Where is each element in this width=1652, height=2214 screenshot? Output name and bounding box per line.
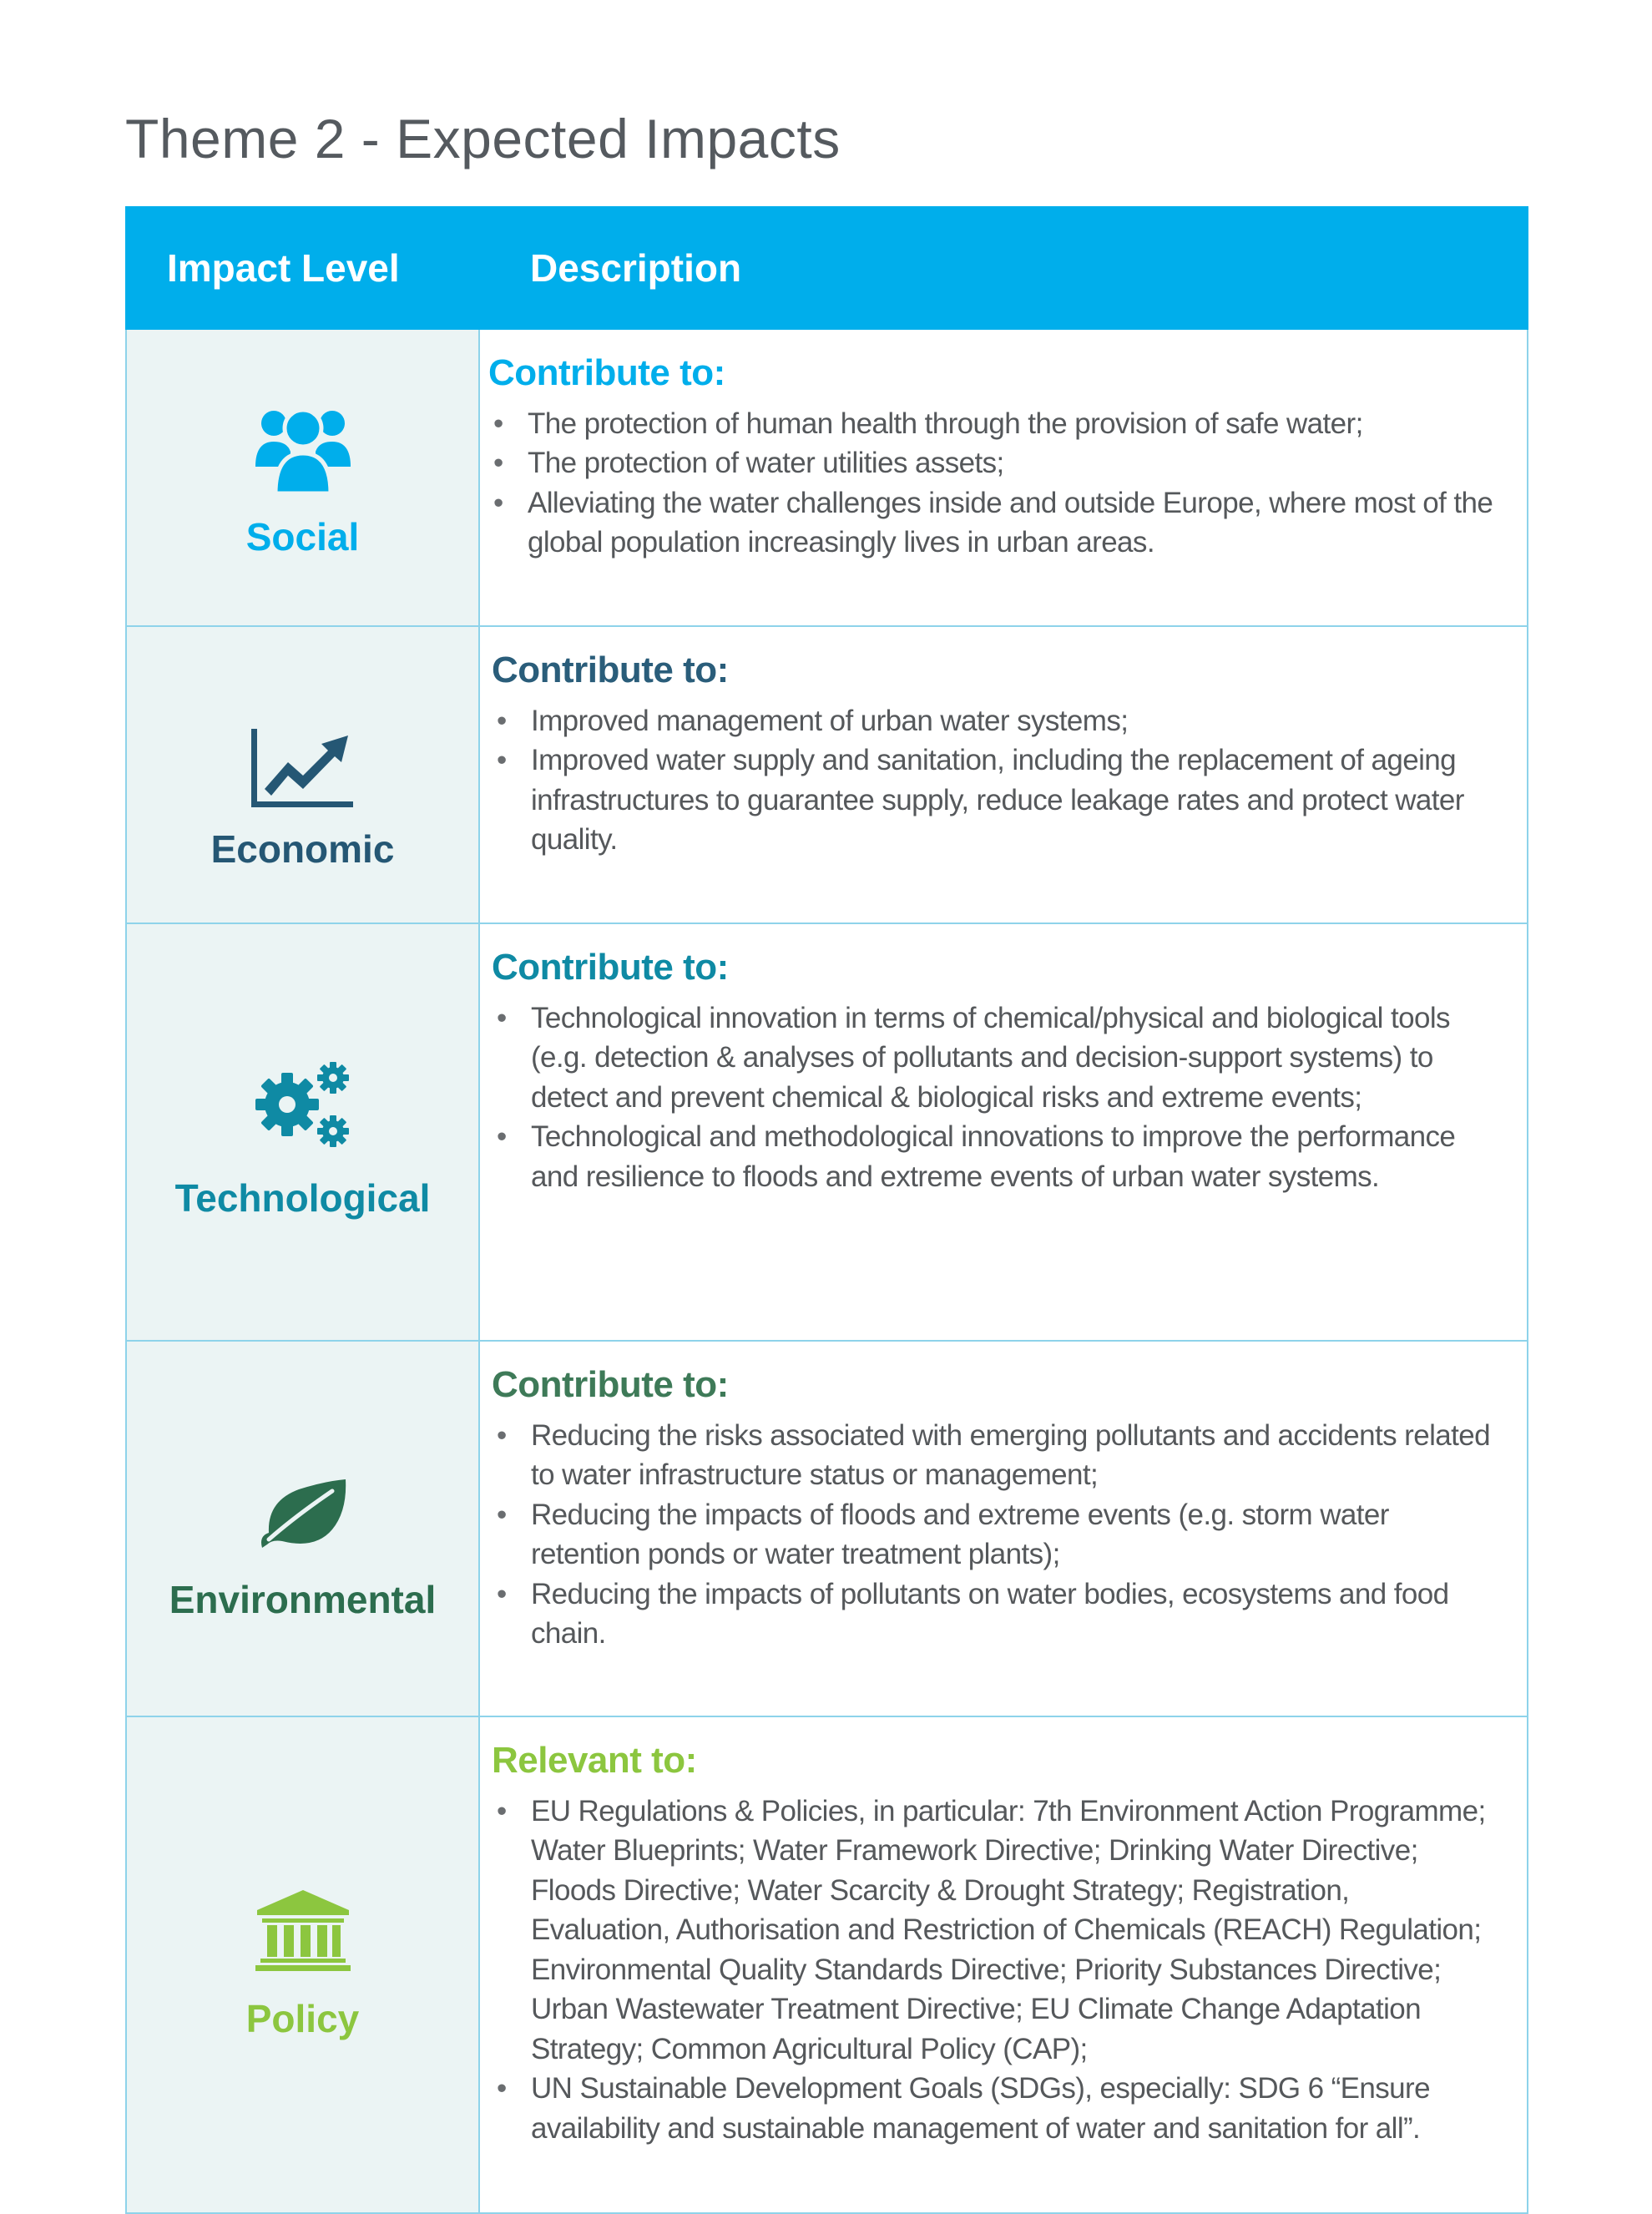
description-cell-social [479, 329, 1528, 626]
description-cell-environmental [479, 1341, 1528, 1716]
list-item: • Alleviating the water challenges inside and outside Europe, where most of the global population increasingly lives in urban areas. [488, 483, 1493, 563]
list-item: • Improved water supply and sanitation, including the replacement of ageing infrastructures to guarantee supply, reduce leakage rates and protect water quality. [492, 741, 1493, 860]
list-item: • EU Regulations & Policies, in particular: 7th Environment Action Programme; Water Blueprints; Water Framework Directive; Drinking Water Directive; Floods Directive; Water Scarcity & Drought Strategy; Registration, Evaluation, Authorisation and Restriction of Chemicals (REACH) Regulation; Environmental Quality Standards Directive; Priority Substances Directive; Urban Wastewater Treatment Directive; EU Climate Change Adaptation Strategy; Common Agricultural Policy (CAP); [492, 1792, 1493, 2070]
table-row-environmental [126, 1341, 1528, 1716]
list-item: • Reducing the impacts of pollutants on water bodies, ecosystems and food chain. [492, 1575, 1493, 1654]
impact-level-header: Impact Level [126, 207, 479, 329]
impact-list [492, 1416, 1493, 1654]
impact-list [492, 1792, 1493, 2149]
description-header: Description [479, 207, 1528, 329]
impact-list [492, 998, 1493, 1197]
description-cell-economic [479, 626, 1528, 923]
impact-list [488, 404, 1493, 563]
description-cell-technological [479, 923, 1528, 1341]
level-label-policy: Policy [245, 1996, 360, 2040]
list-item: • UN Sustainable Development Goals (SDGs), especially: SDG 6 “Ensure availability and sustainable management of water and sanitation for all”. [492, 2069, 1493, 2148]
table-row-economic [126, 626, 1528, 923]
page-title: Theme 2 - Expected Impacts [125, 108, 841, 169]
contribute-heading: Contribute to: [492, 947, 729, 988]
list-item: • The protection of water utilities assets; [488, 443, 1493, 483]
level-cell-technological [126, 923, 479, 1341]
contribute-heading: Contribute to: [488, 352, 725, 393]
list-item: • Technological and methodological innovations to improve the performance and resilience to floods and extreme events of urban water systems. [492, 1117, 1493, 1196]
level-label-environmental: Environmental [169, 1578, 437, 1622]
level-cell-environmental [126, 1341, 479, 1716]
list-item: • Technological innovation in terms of chemical/physical and biological tools (e.g. detection & analyses of pollutants and decision-support systems) to detect and prevent chemical & biological risks and extreme events; [492, 998, 1493, 1118]
table-header-row [126, 207, 1528, 329]
contribute-heading: Contribute to: [492, 1364, 729, 1405]
leaf-icon [257, 1478, 349, 1554]
description-cell-policy [479, 1716, 1528, 2213]
list-item: • Reducing the risks associated with emerging pollutants and accidents related to water infrastructure status or management; [492, 1416, 1493, 1495]
level-label-social: Social [245, 515, 360, 559]
impact-list [492, 701, 1493, 860]
impact-table [125, 206, 1528, 2214]
relevant-heading: Relevant to: [492, 1740, 697, 1781]
level-cell-economic [126, 626, 479, 923]
table-row-policy [126, 1716, 1528, 2213]
level-cell-policy [126, 1716, 479, 2213]
people-group-icon [254, 405, 352, 501]
list-item: • Improved management of urban water systems; [492, 701, 1493, 741]
gears-icon [254, 1061, 352, 1152]
level-cell-social [126, 329, 479, 626]
trend-chart-icon [251, 729, 355, 813]
list-item: • The protection of human health through the provision of safe water; [488, 404, 1493, 444]
list-item: • Reducing the impacts of floods and extreme events (e.g. storm water retention ponds or water treatment plants); [492, 1495, 1493, 1575]
level-label-economic: Economic [210, 827, 395, 872]
table-row-technological [126, 923, 1528, 1341]
level-label-technological: Technological [174, 1176, 431, 1221]
government-building-icon [255, 1890, 351, 1976]
contribute-heading: Contribute to: [492, 650, 729, 690]
table-row-social [126, 329, 1528, 626]
